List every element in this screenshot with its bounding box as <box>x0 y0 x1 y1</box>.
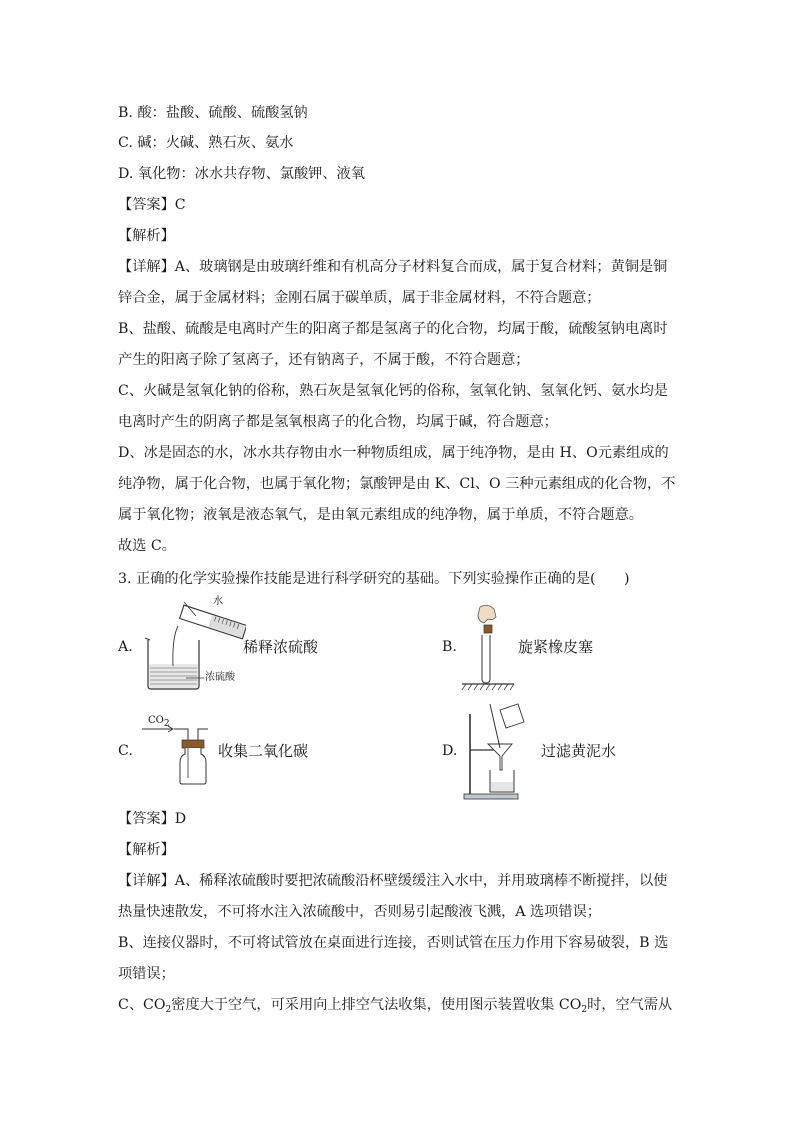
explanation-line: C、$CO_2$密度大于空气，可采用向上排空气法收集，使用图示装置收集 $CO_2$时，空气需从 <box>118 997 673 1015</box>
option-c-line: C. 碱：火碱、熟石灰、氨水 <box>118 135 294 151</box>
explanation-line: D、冰是固态的水，冰水共存物由水一种物质组成，属于纯净物，是由 H、O元素组成的 <box>118 445 669 461</box>
co2-inlet-label: $CO_2$ <box>148 715 170 729</box>
filtration-setup-illustration <box>460 700 540 804</box>
option-b-text: 旋紧橡皮塞 <box>518 638 594 656</box>
explanation-line: 【详解】A、玻璃钢是由玻璃纤维和有机高分子材料复合而成，属于复合材料；黄铜是铜 <box>118 259 668 275</box>
option-d-text: 过滤黄泥水 <box>541 742 617 760</box>
concentrated-acid-label: 浓硫酸 <box>205 672 235 683</box>
option-d-label: D. <box>442 743 458 759</box>
explanation-line: C、火碱是氢氧化钠的俗称，熟石灰是氢氧化钙的俗称，氢氧化钠、氢氧化钙、氨水均是 <box>118 383 668 399</box>
option-b-line: B. 酸：盐酸、硫酸、硫酸氢钠 <box>118 105 308 121</box>
answer-line: 【答案】C <box>118 197 186 213</box>
test-tube-stopper-illustration <box>460 603 516 691</box>
water-label: 水 <box>213 596 223 607</box>
option-a-text: 稀释浓硫酸 <box>243 638 319 656</box>
option-a-label: A. <box>118 639 133 655</box>
question-3-stem: 3. 正确的化学实验操作技能是进行科学研究的基础。下列实验操作正确的是( ) <box>118 571 630 587</box>
conclusion-line: 故选 C。 <box>118 538 176 554</box>
explanation-line: 【详解】A、稀释浓硫酸时要把浓硫酸沿杯壁缓缓注入水中，并用玻璃棒不断搅拌，以使 <box>118 873 668 889</box>
explanation-line: 热量快速散发，不可将水注入浓硫酸中，否则易引起酸液飞溅，A 选项错误； <box>118 904 601 920</box>
explanation-line: 电离时产生的阴离子都是氢氧根离子的化合物，均属于碱，符合题意； <box>118 414 558 430</box>
explanation-line: 项错误； <box>118 966 175 982</box>
explanation-line: 纯净物，属于化合物，也属于氧化物；氯酸钾是由 K、Cl、O 三种元素组成的化合物，不 <box>118 476 676 492</box>
explanation-line: B、盐酸、硫酸是电离时产生的阳离子都是氢离子的化合物，均属于酸，硫酸氢钠电离时 <box>118 321 668 337</box>
option-d-line: D. 氧化物：冰水共存物、氯酸钾、液氧 <box>118 166 365 182</box>
explanation-line: 属于氧化物；液氧是液态氧气，是由氧元素组成的纯净物，属于单质，不符合题意。 <box>118 507 643 523</box>
analysis-heading: 【解析】 <box>118 228 175 244</box>
option-c-text: 收集二氧化碳 <box>218 742 309 760</box>
explanation-line: 产生的阳离子除了氢离子，还有钠离子，不属于酸，不符合题意； <box>118 352 530 368</box>
option-b-label: B. <box>442 639 457 655</box>
explanation-line: B、连接仪器时，不可将试管放在桌面进行连接，否则试管在压力作用下容易破裂，B 选 <box>118 935 669 951</box>
answer-line: 【答案】D <box>118 811 187 827</box>
option-c-label: C. <box>118 743 133 759</box>
explanation-line: 锌合金，属于金属材料；金刚石属于碳单质，属于非金属材料，不符合题意； <box>118 290 601 306</box>
analysis-heading: 【解析】 <box>118 842 175 858</box>
gas-collection-bottle-illustration <box>140 724 220 786</box>
